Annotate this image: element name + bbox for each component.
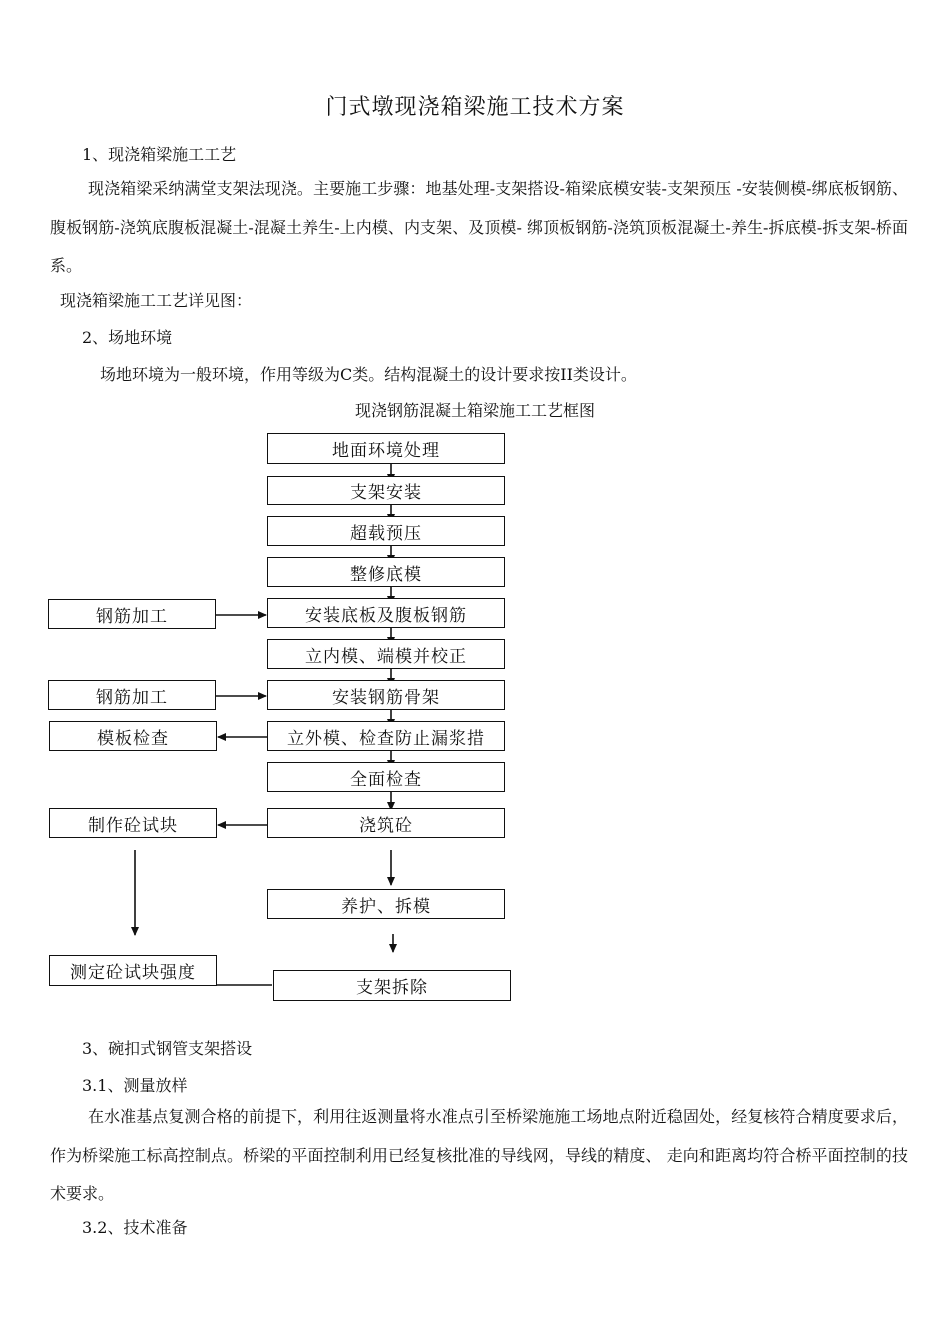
section-1-heading: 1、现浇箱梁施工工艺 [82, 145, 237, 164]
section-2-heading: 2、场地环境 [82, 328, 173, 347]
side-step-rebar-2: 钢筋加工 [48, 680, 216, 710]
flow-step-6: 立内模、端模并校正 [267, 639, 505, 669]
section-2-body: 场地环境为一般环境，作用等级为C类。结构混凝土的设计要求按II类设计。 [100, 365, 637, 384]
flow-step-4: 整修底模 [267, 557, 505, 587]
section-3-1-body: 在水准基点复测合格的前提下，利用往返测量将水准点引至桥梁施施工场地点附近稳固处，经复核符合精度要求后，作为桥梁施工标高控制点。桥梁的平面控制利用已经复核批准的导线网，导线的精度、 走向和距离均符合桥平面控制的技术要求。 [50, 1107, 908, 1203]
section-3-2-heading: 3.2、技术准备 [82, 1218, 188, 1237]
document-title: 门式墩现浇箱梁施工技术方案 [325, 95, 625, 120]
side-step-make-specimen: 制作砼试块 [49, 808, 217, 838]
figure-caption: 现浇钢筋混凝土箱梁施工工艺框图 [354, 401, 595, 420]
flow-step-10: 浇筑砼 [267, 808, 505, 838]
flow-step-1: 地面环境处理 [267, 433, 505, 464]
flow-step-7: 安装钢筋骨架 [267, 680, 505, 710]
flow-step-11: 养护、拆模 [267, 889, 505, 919]
section-1-body: 现浇箱梁采纳满堂支架法现浇。主要施工步骤：地基处理-支架搭设-箱梁底模安装-支架预压 -安装侧模-绑底板钢筋、腹板钢筋-浇筑底腹板混凝土-混凝土养生-上内模、内支架、及顶模- 绑顶板钢筋-浇筑顶板混凝土-养生-拆底模-拆支架-桥面系。 [50, 179, 908, 275]
flow-step-8: 立外模、检查防止漏浆措 [267, 721, 505, 751]
flow-step-3: 超载预压 [267, 516, 505, 546]
flow-step-12: 支架拆除 [273, 970, 511, 1001]
flow-step-5: 安装底板及腹板钢筋 [267, 598, 505, 628]
flow-step-9: 全面检查 [267, 762, 505, 792]
section-3-heading: 3、碗扣式钢管支架搭设 [82, 1039, 253, 1058]
side-step-formwork-check: 模板检查 [49, 721, 217, 751]
flow-step-2: 支架安装 [267, 476, 505, 505]
section-3-1-heading: 3.1、测量放样 [82, 1076, 188, 1095]
see-figure-line: 现浇箱梁施工工艺详见图： [60, 291, 253, 310]
side-step-test-strength: 测定砼试块强度 [49, 955, 217, 986]
side-step-rebar-1: 钢筋加工 [48, 599, 216, 629]
